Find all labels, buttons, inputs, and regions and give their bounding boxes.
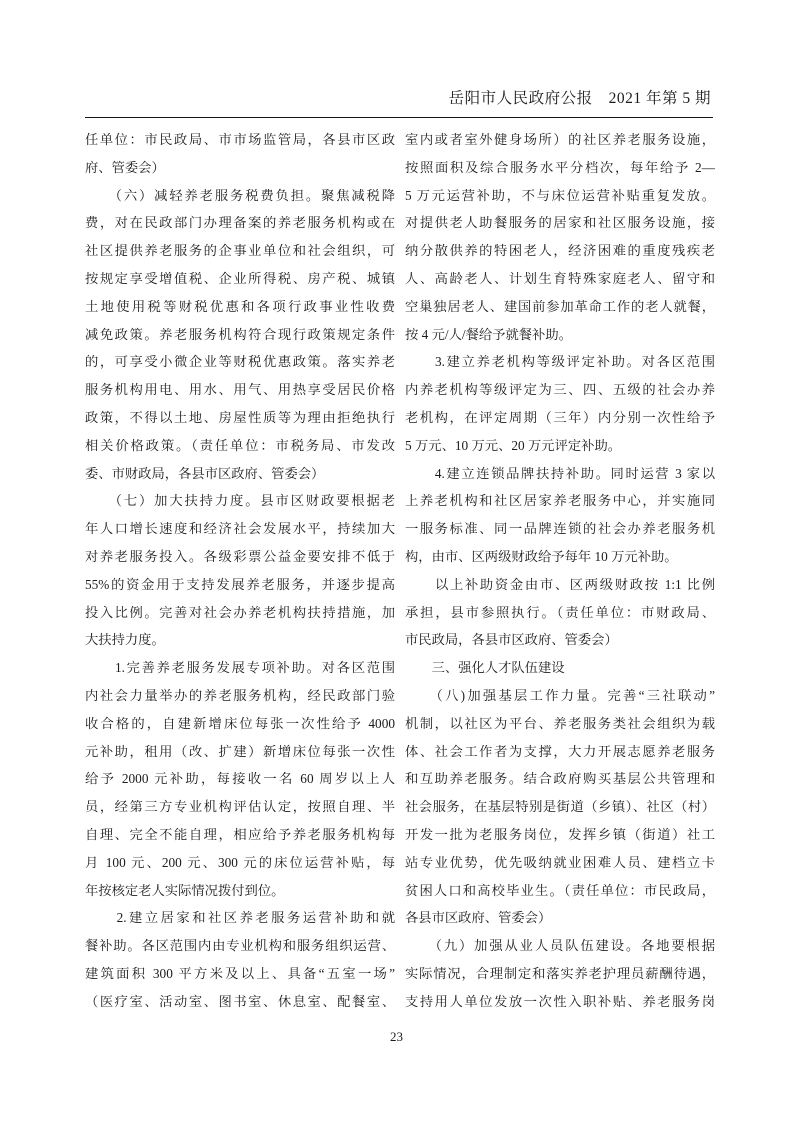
body-columns [85, 126, 715, 1016]
text-line: 室内或者室外健身场所）的社区养老服务设施， [405, 132, 715, 147]
text-line: 1.完善养老服务发展专项补助。对各区范围 [85, 660, 395, 676]
text-line: 建筑面积 300 平方米及以上、具备“五室一场” [85, 965, 395, 981]
text-line: 3.建立养老机构等级评定补助。对各区范围 [405, 354, 715, 370]
text-line: （八)加强基层工作力量。完善“三社联动” [405, 687, 715, 703]
text-line: 月 100 元、200 元、300 元的床位运营补贴，每 [85, 854, 395, 870]
text-line: 大扶持力度。 [85, 632, 165, 648]
text-line: 元补助，租用（改、扩建）新增床位每张一次性 [85, 743, 395, 759]
text-line: 减免政策。养老服务机构符合现行政策规定条件 [85, 326, 395, 342]
text-line: 一服务标准、同一品牌连锁的社会办养老服务机 [405, 521, 715, 537]
text-line: 给予 2000 元补助，每接收一名 60 周岁以上人 [85, 771, 395, 787]
text-line: （医疗室、活动室、图书室、休息室、配餐室、 [85, 993, 395, 1009]
text-line: 以上补助资金由市、区两级财政按 1:1 比例 [405, 576, 715, 592]
text-line: 上养老机构和社区居家养老服务中心，并实施同 [405, 493, 715, 509]
text-line: 按 4 元/人/餐给予就餐补助。 [405, 326, 572, 342]
text-line: 政策，不得以土地、房屋性质等为理由拒绝执行 [85, 409, 395, 425]
gazette-header-title: 岳阳市人民政府公报 2021 年第 5 期 [448, 90, 711, 107]
header-rule [85, 117, 713, 118]
text-line: 委、市财政局，各县市区政府、管委会） [85, 465, 325, 481]
text-line: 机制，以社区为平台、养老服务类社会组织为载 [405, 715, 715, 731]
text-line: 按照面积及综合服务水平分档次，每年给予 2— [405, 159, 715, 175]
text-line: 内社会力量举办的养老服务机构，经民政部门验 [85, 687, 395, 703]
text-line: 5 万元运营补助，不与床位运营补贴重复发放。 [405, 187, 715, 203]
text-line: 55%的资金用于支持发展养老服务，并逐步提高 [85, 576, 395, 592]
text-line: 收合格的，自建新增床位每张一次性给予 4000 [85, 715, 395, 731]
text-line: 支持用人单位发放一次性入职补贴、养老服务岗 [405, 993, 715, 1009]
text-line: 纳分散供养的特困老人，经济困难的重度残疾老 [405, 243, 715, 259]
text-line: 4.建立连锁品牌扶持补助。同时运营 3 家以 [405, 465, 715, 481]
text-line: 市民政局，各县市区政府、管委会） [405, 632, 618, 648]
text-line: 自理、完全不能自理，相应给予养老服务机构每 [85, 826, 395, 842]
text-line: 土地使用税等财税优惠和各项行政事业性收费 [85, 298, 395, 314]
text-line: 对提供老人助餐服务的居家和社区服务设施，接 [405, 215, 715, 231]
text-line: 餐补助。各区范围内由专业机构和服务组织运营、 [85, 938, 395, 954]
text-line: 费，对在民政部门办理备案的养老服务机构或在 [85, 215, 395, 231]
text-line: 的，可享受小微企业等财税优惠政策。落实养老 [85, 354, 395, 370]
text-line: 社区提供养老服务的企事业单位和社会组织，可 [85, 243, 395, 259]
text-line: 按规定享受增值税、企业所得税、房产税、城镇 [85, 270, 395, 286]
text-line: 站专业优势，优先吸纳就业困难人员、建档立卡 [405, 854, 715, 870]
text-line: 年按核定老人实际情况拨付到位。 [85, 882, 285, 898]
text-line: 相关价格政策。（责任单位：市税务局、市发改 [85, 437, 395, 453]
text-line: 空巢独居老人、建国前参加革命工作的老人就餐， [405, 298, 715, 314]
text-line: 各县市区政府、管委会） [405, 910, 552, 926]
text-line: 投入比例。完善对社会办养老机构扶持措施，加 [85, 604, 395, 620]
text-line: 三、强化人才队伍建设 [405, 660, 565, 676]
text-line: 老机构，在评定周期（三年）内分别一次性给予 [405, 409, 715, 425]
text-line: 人、高龄老人、计划生育特殊家庭老人、留守和 [405, 270, 715, 286]
text-line: 实际情况，合理制定和落实养老护理员薪酬待遇， [405, 965, 715, 981]
text-line: 社会服务，在基层特别是街道（乡镇）、社区（村） [405, 799, 715, 815]
text-line: 年人口增长速度和经济社会发展水平，持续加大 [85, 521, 395, 537]
text-line: （九）加强从业人员队伍建设。各地要根据 [405, 938, 715, 954]
text-line: （七）加大扶持力度。县市区财政要根据老 [85, 493, 395, 509]
page-number: 23 [390, 1029, 403, 1044]
text-line: 承担，县市参照执行。（责任单位：市财政局、 [405, 604, 715, 620]
text-line: 服务机构用电、用水、用气、用热享受居民价格 [85, 382, 395, 398]
text-line: 内养老机构等级评定为三、四、五级的社会办养 [405, 382, 715, 398]
text-line: 贫困人口和高校毕业生。（责任单位：市民政局， [405, 882, 715, 898]
right-column [405, 126, 715, 1016]
text-line: 员，经第三方专业机构评估认定，按照自理、半 [85, 799, 395, 815]
text-line: 和互助养老服务。结合政府购买基层公共管理和 [405, 771, 715, 787]
text-line: 体、社会工作者为支撑，大力开展志愿养老服务 [405, 743, 715, 759]
text-line: 任单位：市民政局、市市场监管局，各县市区政 [85, 132, 395, 147]
text-line: 构，由市、区两级财政给予每年 10 万元补助。 [405, 548, 678, 564]
text-line: 开发一批为老服务岗位，发挥乡镇（街道）社工 [405, 826, 715, 842]
text-line: 府、管委会） [85, 159, 165, 175]
text-line: 对养老服务投入。各级彩票公益金要安排不低于 [85, 548, 395, 564]
text-line: 2.建立居家和社区养老服务运营补助和就 [85, 910, 395, 926]
left-column [85, 126, 395, 1016]
text-line: 5 万元、10 万元、20 万元评定补助。 [405, 437, 622, 453]
text-line: （六）减轻养老服务税费负担。聚焦减税降 [85, 187, 395, 203]
